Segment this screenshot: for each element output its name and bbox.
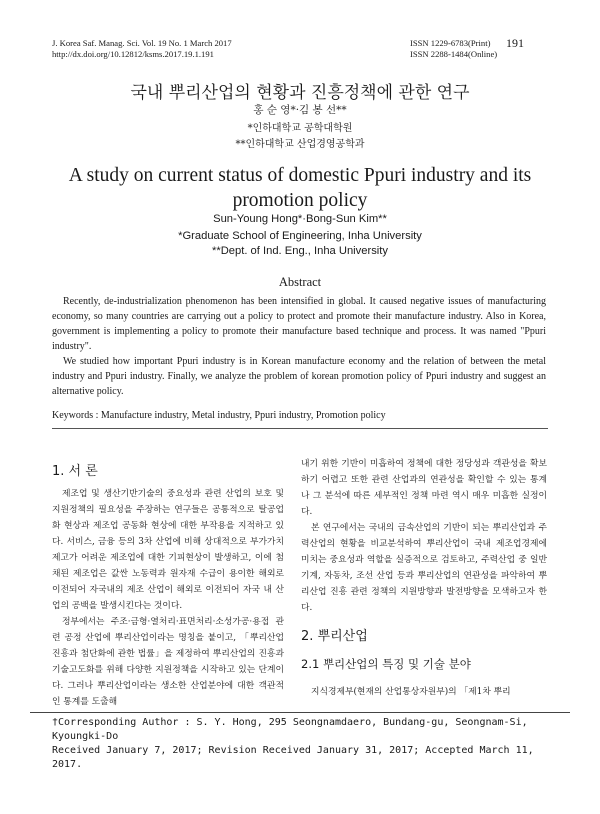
abstract-paragraph-1: Recently, de-industrialization phenomenon has been intensified in global. It caused negative issues of manufacturing economy, so many countries are carrying out a policy to protect and promote their manufacture industry. Also in Korea, government is implementing a policy to promote their manufacture based technique and process. It was named "Ppuri industry". bbox=[52, 296, 546, 352]
intro-paragraph-3: 본 연구에서는 국내의 금속산업의 기반이 되는 뿌리산업과 주력산업의 현황을 비교분석하여 뿌리산업이 국내 제조업경제에 미치는 중요성과 역할을 실증적으로 검토하고, 주력산업 중 일반기계, 자동차, 조선 산업 등과 뿌리산업의 연관성을 파악하여 뿌리산업 진흥 관련 정책의 지원방향과 발전방향을 모색하고자 한다. bbox=[301, 523, 547, 613]
keywords-line bbox=[52, 409, 552, 423]
page-number: 191 bbox=[506, 36, 524, 50]
section-1-heading: 1. 서 론 bbox=[52, 464, 98, 479]
section-2-paragraph-1: 지식경제부(현재의 산업통상자원부)의 「제1차 뿌리 bbox=[311, 687, 511, 697]
issn-online: ISSN 2288-1484(Online) bbox=[410, 49, 498, 59]
korean-authors: 홍 순 영*·김 봉 선** bbox=[253, 104, 347, 116]
korean-title: 국내 뿌리산업의 현황과 진흥정책에 관한 연구 bbox=[130, 83, 470, 103]
right-column-body-top bbox=[301, 456, 547, 616]
section-2-heading: 2. 뿌리산업 bbox=[301, 629, 368, 644]
intro-paragraph-2-continued: 내기 위한 기반이 미흡하여 정책에 대한 정당성과 객관성을 확보하기 어렵고 또한 관련 산업과의 연관성을 확인할 수 있는 통계나 그 분석에 따른 세부적인 정책 마련 역시 매우 미흡한 실정이다. bbox=[301, 459, 547, 517]
korean-affiliation-2: **인하대학교 산업경영공학과 bbox=[235, 139, 365, 150]
doi-link[interactable]: http://dx.doi.org/10.12812/ksms.2017.19.1.191 bbox=[52, 49, 214, 59]
corresponding-author: †Corresponding Author : S. Y. Hong, 295 Seongnamdaero, Bundang-gu, Seongnam-Si, bbox=[52, 717, 528, 728]
abstract-paragraph-2: We studied how important Ppuri industry is in Korean manufacture economy and the relation of between the metal industry and Ppuri industry. Finally, we analyze the problem of korean promotion policy of Ppuri industry and suggest an alternative policy. bbox=[52, 356, 546, 397]
intro-paragraph-2: 정부에서는 주조·금형·열처리·표면처리·소성가공·용접 관련 공정 산업에 뿌리산업이라는 명칭을 붙이고, 「뿌리산업진흥과 첨단화에 관한 법률」을 제정하여 뿌리산업의 진흥과 기술고도화를 위해 다양한 지원정책을 시작하고 있는 단계이다. 그러나 뿌리산업이라는 생소한 산업분야에 대한 객관적인 통계를 도출해 bbox=[52, 617, 284, 707]
subsection-2-1-heading: 2.1 뿌리산업의 특징 및 기술 분야 bbox=[301, 657, 471, 671]
journal-citation: J. Korea Saf. Manag. Sci. Vol. 19 No. 1 March 2017 bbox=[52, 38, 232, 48]
issn-print: ISSN 1229-6783(Print) bbox=[410, 38, 491, 48]
english-affiliation-2: **Dept. of Ind. Eng., Inha University bbox=[212, 245, 388, 257]
intro-paragraph-1: 제조업 및 생산기반기술의 중요성과 관련 산업의 보호 및 지원정책의 필요성을 주장하는 연구들은 공통적으로 탈공업화 현상과 제조업 공동화 현상에 대한 부작용을 지적하고 있다. 서비스, 금융 등의 3차 산업에 비해 상대적으로 부가가치 제고가 어려운 제조업에 대한 기피현상이 발생하고, 이에 첨채된 제조업은 값싼 노동력과 원자재 수급이 용이한 해외로 이전되어 자국내의 제조 산업이 해외로 이전되어 자국 내 산업의 공백을 발생시킨다는 것이다. bbox=[52, 489, 284, 611]
english-title-line-1: A study on current status of domestic Ppuri industry and its bbox=[68, 165, 532, 186]
left-column-body bbox=[52, 486, 284, 710]
corresponding-author-address: Kyoungki-Do bbox=[52, 731, 119, 742]
abstract-divider bbox=[52, 428, 548, 429]
english-affiliation-1: *Graduate School of Engineering, Inha University bbox=[178, 230, 422, 242]
english-authors: Sun-Young Hong*·Bong-Sun Kim** bbox=[213, 213, 387, 225]
abstract-heading: Abstract bbox=[278, 275, 322, 289]
abstract-body bbox=[52, 294, 546, 399]
footnote bbox=[52, 716, 552, 772]
english-title-line-2: promotion policy bbox=[232, 190, 368, 211]
right-column-body-bottom bbox=[301, 684, 547, 700]
korean-affiliation-1: *인하대학교 공학대학원 bbox=[247, 123, 353, 134]
keywords-label: Keywords : bbox=[52, 410, 99, 421]
footnote-divider bbox=[30, 712, 570, 713]
keywords-list: Manufacture industry, Metal industry, Ppuri industry, Promotion policy bbox=[100, 410, 386, 421]
received-dates: Received January 7, 2017; Revision Received January 31, 2017; Accepted March 11, 2017. bbox=[52, 745, 534, 770]
